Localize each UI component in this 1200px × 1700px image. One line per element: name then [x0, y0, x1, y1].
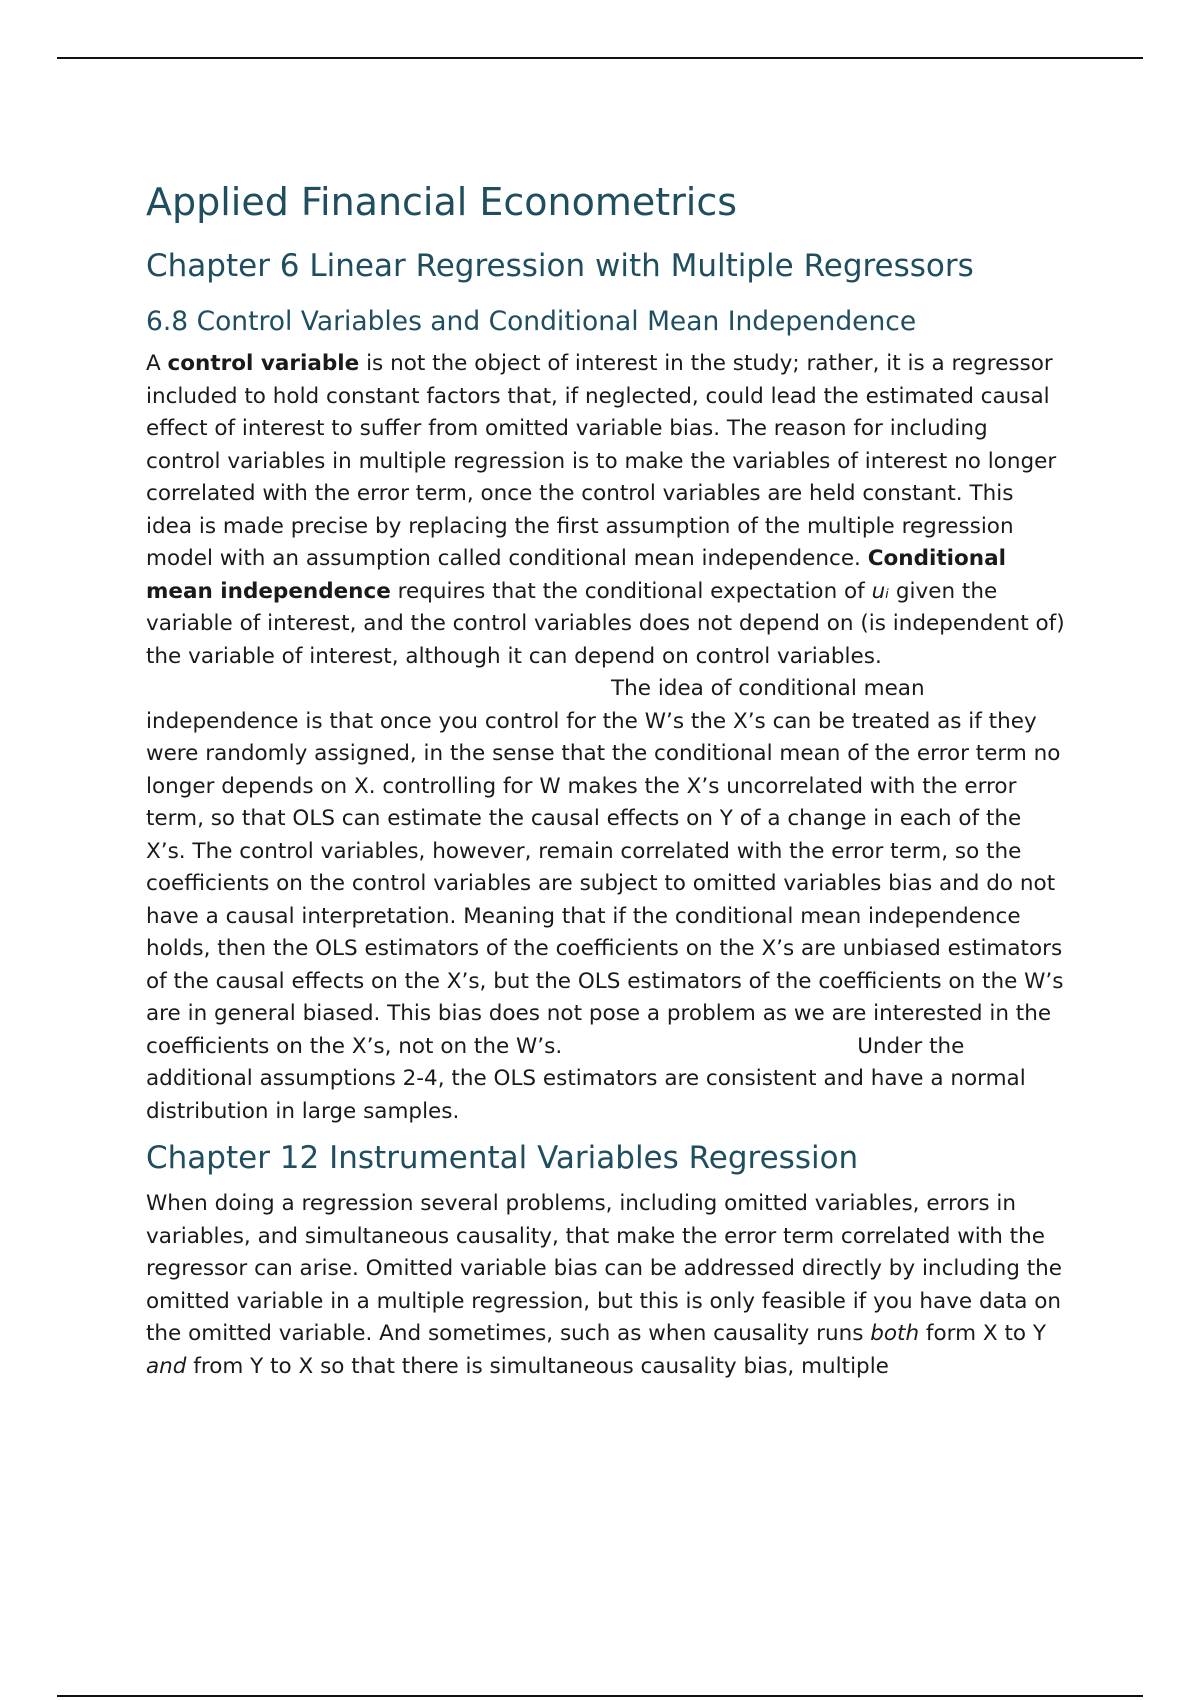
- text-run: Under the additional assumptions 2-4, the OLS estimators are consistent and have a normal distribution in large samples.: [146, 1033, 1026, 1124]
- document-title: Applied Financial Econometrics: [146, 180, 738, 224]
- variable-u-i: uᵢ: [871, 578, 890, 604]
- text-run: given the variable of interest, and the control variables does not depend on (is independent of) the variable of interest, although it can depend on control variables.: [146, 578, 1065, 669]
- page-content: [146, 178, 1066, 1383]
- chapter-12-paragraph: [146, 1188, 1066, 1383]
- text-run: is not the object of interest in the study; rather, it is a regressor included to hold constant factors that, if neglected, could lead the estimated causal effect of interest to suffer from omitted variable bias. The reason for including control variables in multiple regression is to make the variables of interest no longer correlated with the error term, once the control variables are held constant. This idea is made precise by replacing the first assumption of the multiple regression model with an assumption called conditional mean independence.: [146, 351, 1057, 571]
- term-control-variable: control variable: [167, 351, 360, 376]
- section-6-8-paragraph: [146, 348, 1066, 1128]
- text-run: form X to Y: [919, 1321, 1047, 1346]
- emphasis-and: and: [146, 1353, 187, 1379]
- emphasis-both: both: [870, 1321, 920, 1346]
- text-run: A: [146, 351, 168, 376]
- chapter-12-title: Chapter 12 Instrumental Variables Regression: [146, 1140, 859, 1176]
- text-run: When doing a regression several problems, including omitted variables, errors in variables, and simultaneous causality, that make the error term correlated with the regressor can arise. Omitted variable bias can be addressed directly by including the omitted variable in a multiple regression, but this is only feasible if you have data on the omitted variable. And sometimes, such as when causality runs: [146, 1191, 1062, 1346]
- text-run: from Y to X so that there is simultaneous causality bias, multiple: [186, 1353, 889, 1379]
- bottom-rule: [57, 1695, 1143, 1697]
- term-conditional-mean-independence: Conditional mean independence: [146, 546, 1006, 604]
- chapter-6-title: Chapter 6 Linear Regression with Multiple Regressors: [146, 248, 974, 284]
- text-run: requires that the conditional expectation of: [390, 578, 872, 604]
- text-run: The idea of conditional mean independence is that once you control for the W’s the X’s can be treated as if they were randomly assigned, in the sense that the conditional mean of the error term no longer depends on X. controlling for W makes the X’s uncorrelated with the error term, so that OLS can estimate the causal effects on Y of a change in each of the X’s. The control variables, however, remain correlated with the error term, so the coefficients on the control variables are subject to omitted variables bias and do not have a causal interpretation. Meaning that if the conditional mean independence holds, then the OLS estimators of the coefficients on the X’s are unbiased estimators of the causal effects on the X’s, but the OLS estimators of the coefficients on the W’s are in general biased. This bias does not pose a problem as we are interested in the coefficients on the X’s, not on the W’s.: [146, 676, 1064, 1059]
- section-6-8-title: 6.8 Control Variables and Conditional Mean Independence: [146, 306, 917, 337]
- top-rule: [57, 57, 1143, 59]
